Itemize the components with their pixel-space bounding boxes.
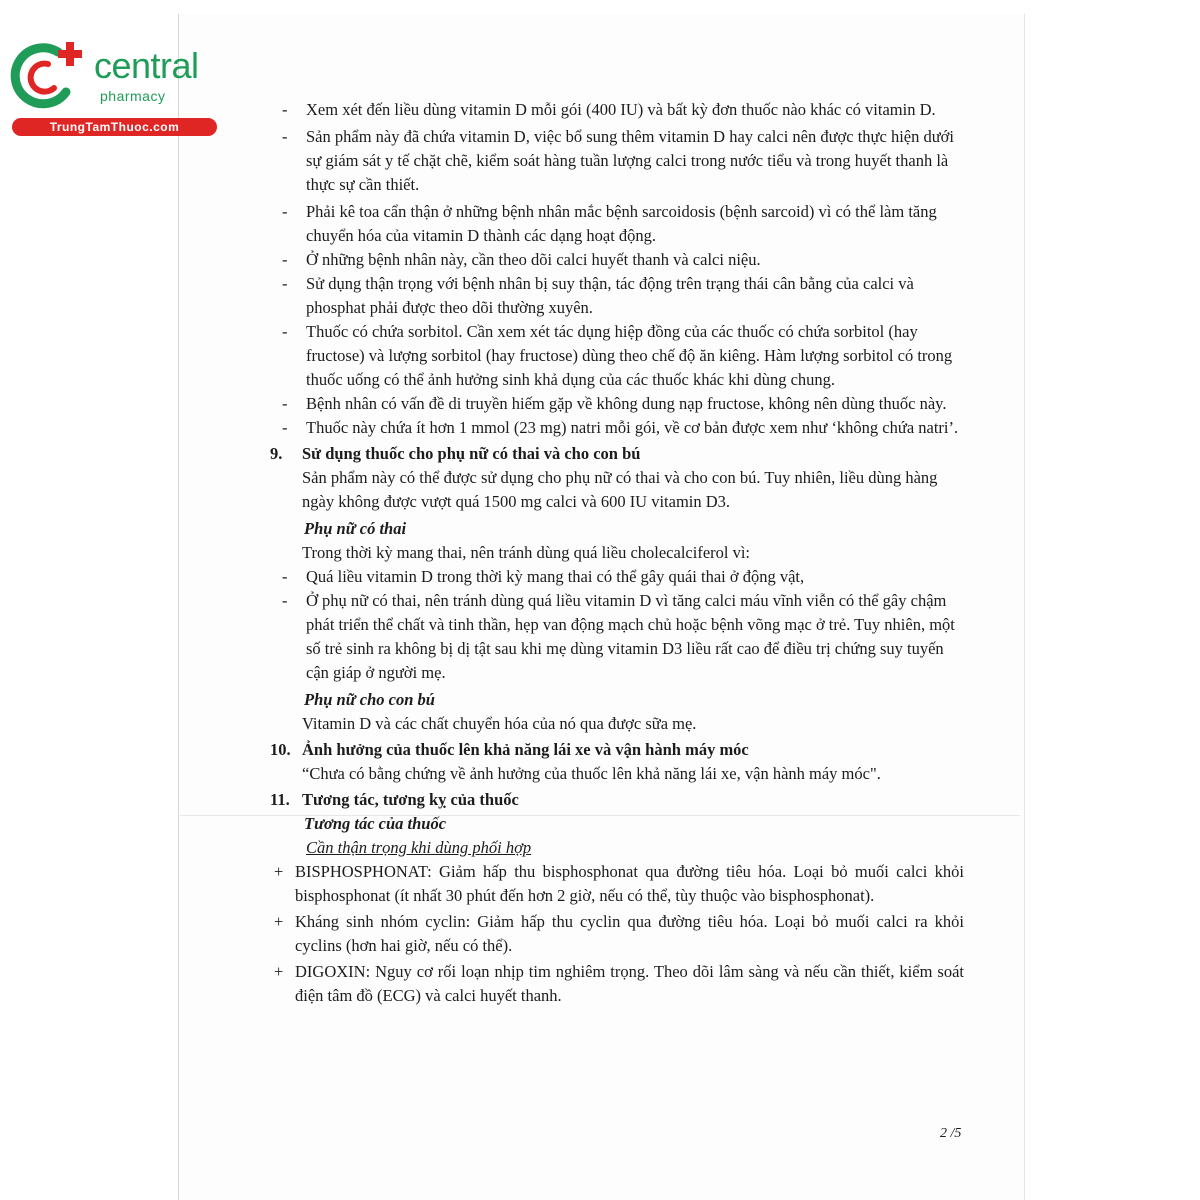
list-item-text: Thuốc có chứa sorbitol. Cần xem xét tác dụng hiệp đồng của các thuốc có chứa sorbitol (hay fructose) và lượng sorbitol (hay fructose) dùng theo chế độ ăn kiêng. Hàm lượng sorbitol có trong thuốc uống có thể ảnh hưởng sinh khả dụng của các thuốc khác khi dùng chung. [306,322,953,389]
list-item-text: Xem xét đến liều dùng vitamin D mỗi gói (400 IU) và bất kỳ đơn thuốc nào khác có vitamin D. [306,100,936,119]
pregnant-heading: Phụ nữ có thai [304,519,407,538]
bullet-marker: - [282,127,288,146]
pharmacy-cross-logo-icon [8,38,92,114]
list-item [262,860,964,908]
bullet-marker: - [282,567,288,586]
list-item [262,320,964,392]
logo-url-banner: TrungTamThuoc.com [12,118,217,136]
nursing-text: Vitamin D và các chất chuyển hóa của nó qua được sữa mẹ. [302,714,697,733]
list-item-text: Quá liều vitamin D trong thời kỳ mang thai có thể gây quái thai ở động vật, [306,567,805,586]
list-item [262,98,964,122]
list-item-text: Bệnh nhân có vấn đề di truyền hiếm gặp về không dung nạp fructose, không nên dùng thuốc này. [306,394,947,413]
caution-heading: Cần thận trọng khi dùng phối hợp [306,838,532,857]
logo-brand-text: central [94,45,199,86]
list-item-text: Kháng sinh nhóm cyclin: Giảm hấp thu cyclin qua đường tiêu hóa. Loại bỏ muối calci ra khỏi cyclins (hơn hai giờ, nếu có thể). [295,912,964,955]
list-item-text: Ở những bệnh nhân này, cần theo dõi calci huyết thanh và calci niệu. [306,250,761,269]
list-item [262,589,964,685]
nursing-heading: Phụ nữ cho con bú [304,690,435,709]
section-number: 10. [270,740,291,759]
section-10-heading [262,738,964,762]
list-item [262,960,964,1008]
pregnant-intro: Trong thời kỳ mang thai, nên tránh dùng quá liều cholecalciferol vì: [302,543,751,562]
bullet-marker: - [282,394,288,413]
list-item-text: Phải kê toa cẩn thận ở những bệnh nhân mắc bệnh sarcoidosis (bệnh sarcoid) vì có thể làm tăng chuyển hóa của vitamin D thành các dạng hoạt động. [306,202,937,245]
bullet-marker: - [282,202,288,221]
section-11-heading [262,788,964,812]
bullet-marker: - [282,322,288,341]
list-item-text: Sản phẩm này đã chứa vitamin D, việc bổ sung thêm vitamin D hay calci nên được thực hiện dưới sự giám sát y tế chặt chẽ, kiểm soát hàng tuần lượng calci trong nước tiểu và trong huyết thanh là thực sự cần thiết. [306,127,954,194]
interaction-subheading: Tương tác của thuốc [304,814,447,833]
logo-sub-text: pharmacy [100,88,166,104]
plus-marker: + [274,962,284,981]
section-title: Tương tác, tương kỵ của thuốc [302,790,519,809]
list-item [262,200,964,248]
bullet-marker: - [282,274,288,293]
list-item [262,565,964,589]
central-pharmacy-logo [8,38,218,138]
list-item-text: Sử dụng thận trọng với bệnh nhân bị suy thận, tác động trên trạng thái cân bằng của calci và phosphat phải được theo dõi thường xuyên. [306,274,914,317]
list-item-text: Thuốc này chứa ít hơn 1 mmol (23 mg) natri mỗi gói, về cơ bản được xem như ‘không chứa natri’. [306,418,959,437]
section-9-intro: Sản phẩm này có thể được sử dụng cho phụ nữ có thai và cho con bú. Tuy nhiên, liều dùng hàng ngày không được vượt quá 1500 mg calci và 600 IU vitamin D3. [302,468,938,511]
list-item [262,125,964,197]
list-item-text: BISPHOSPHONAT: Giảm hấp thu bisphosphonat qua đường tiêu hóa. Loại bỏ muối calci khỏi bisphosphonat (ít nhất 30 phút đến hơn 2 giờ, nếu có thể, tùy thuộc vào bisphosphonat). [295,862,964,905]
list-item [262,248,964,272]
list-item-text: Ở phụ nữ có thai, nên tránh dùng quá liều vitamin D vì tăng calci máu vĩnh viễn có thể gây chậm phát triển thể chất và tinh thần, hẹp van động mạch chủ hoặc bệnh võng mạc ở trẻ. Tuy nhiên, một số trẻ sinh ra không bị dị tật sau khi mẹ dùng vitamin D3 liều rất cao để điều trị chứng suy tuyến cận giáp ở người mẹ. [306,591,955,682]
list-item-text: DIGOXIN: Nguy cơ rối loạn nhịp tim nghiêm trọng. Theo dõi lâm sàng và nếu cần thiết, kiểm soát điện tâm đồ (ECG) và calci huyết thanh. [295,962,964,1005]
section-9-heading [262,442,964,466]
list-item [262,392,964,416]
list-item [262,272,964,320]
section-title: Ảnh hưởng của thuốc lên khả năng lái xe và vận hành máy móc [302,740,749,759]
page-number: 2 /5 [940,1126,962,1141]
section-10-text: “Chưa có bằng chứng về ảnh hưởng của thuốc lên khả năng lái xe, vận hành máy móc". [302,764,881,783]
list-item [262,910,964,958]
bullet-marker: - [282,591,288,610]
bullet-marker: - [282,100,288,119]
list-item [262,416,964,440]
section-number: 11. [270,790,290,809]
plus-marker: + [274,912,284,931]
section-title: Sử dụng thuốc cho phụ nữ có thai và cho con bú [302,444,641,463]
bullet-marker: - [282,250,288,269]
plus-marker: + [274,862,284,881]
bullet-marker: - [282,418,288,437]
document-body [262,98,964,1008]
section-number: 9. [270,444,283,463]
